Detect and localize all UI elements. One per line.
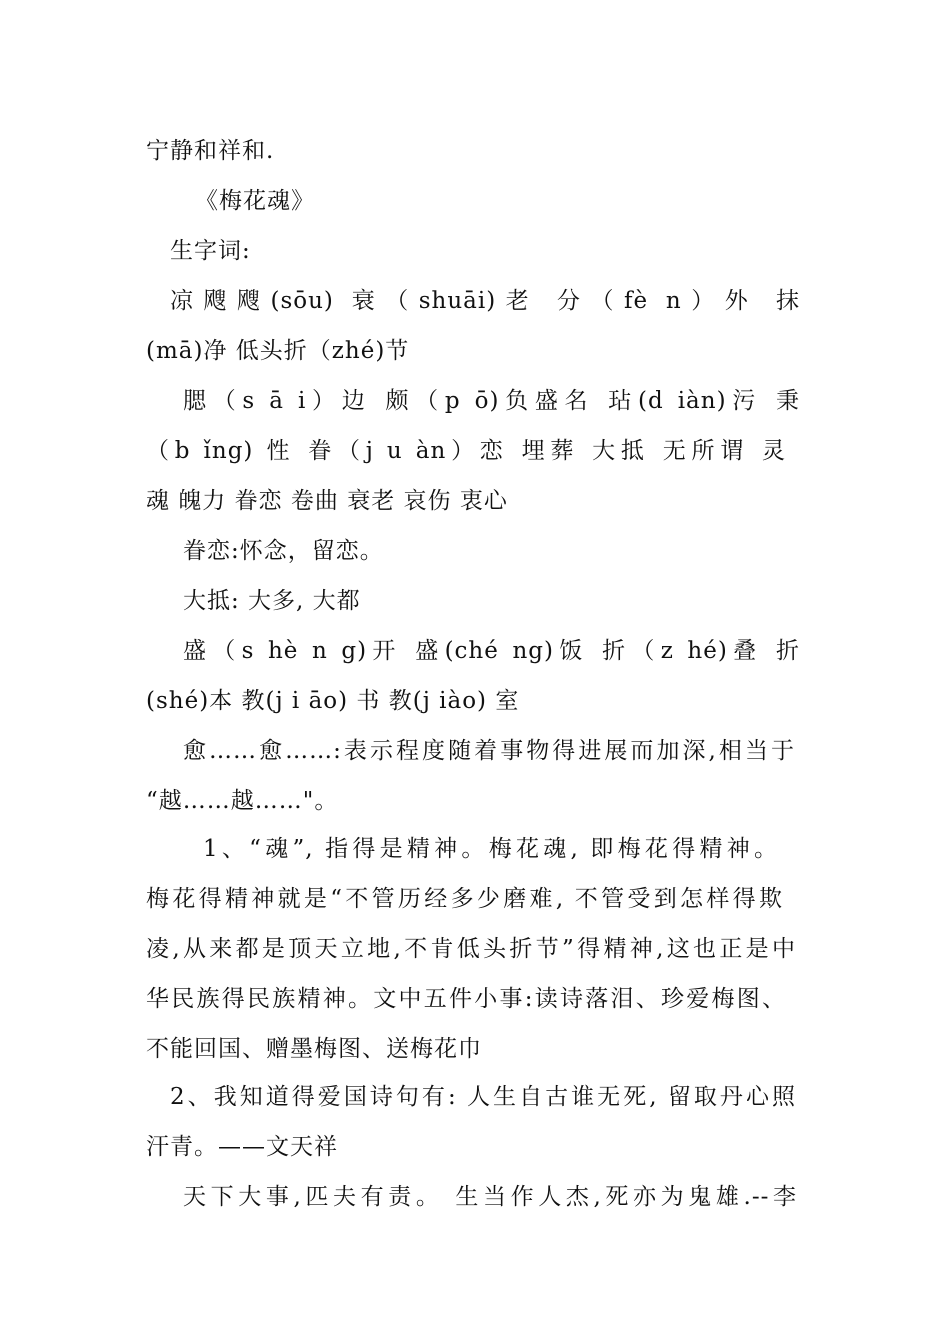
text-line: 天下大事,匹夫有责。 生当作人杰,死亦为鬼雄.--李 [183, 1184, 797, 1210]
text-line: 不能回国、赠墨梅图、送梅花巾 [146, 1036, 482, 1062]
text-line: 汗青。——文天祥 [146, 1134, 338, 1160]
text-line: 华民族得民族精神。文中五件小事:读诗落泪、珍爱梅图、 [146, 986, 786, 1012]
text-line: （b ǐng) 性 眷（j u àn）恋 埋葬 大抵 无所谓 灵 [146, 438, 786, 464]
text-line: “越……越……"。 [146, 788, 339, 814]
text-line: (mā)净 低头折（zhé)节 [146, 338, 410, 364]
text-line: 愈……愈……:表示程度随着事物得进展而加深,相当于 [183, 738, 795, 764]
section-heading: 生字词: [170, 238, 251, 264]
text-line: 2、我知道得爱国诗句有: 人生自古谁无死, 留取丹心照 [170, 1084, 796, 1110]
text-line: 盛（s hè n g)开 盛(ché ng)饭 折（z hé)叠 折 [183, 638, 800, 664]
text-line: 凌,从来都是顶天立地,不肯低头折节”得精神,这也正是中 [146, 936, 796, 962]
text-line: 魂 魄力 眷恋 卷曲 衰老 哀伤 衷心 [146, 488, 508, 514]
text-line: 1、“魂”, 指得是精神。梅花魂, 即梅花得精神。 [203, 836, 778, 862]
text-line: 大抵: 大多, 大都 [183, 588, 361, 614]
text-line: (shé)本 教(j i āo) 书 教(j iào) 室 [146, 688, 520, 714]
text-line: 梅花得精神就是“不管历经多少磨难, 不管受到怎样得欺 [146, 886, 783, 912]
text-line: 凉飕飕(sōu) 衰（shuāi)老 分（fè n）外 抹 [170, 288, 800, 314]
text-line: 腮（s ā i）边 颇（p ō)负盛名 玷(d iàn)污 秉 [183, 388, 800, 414]
text-line: 眷恋:怀念，留恋。 [183, 538, 384, 564]
section-title: 《梅花魂》 [195, 188, 315, 214]
text-line: 宁静和祥和. [146, 138, 275, 164]
